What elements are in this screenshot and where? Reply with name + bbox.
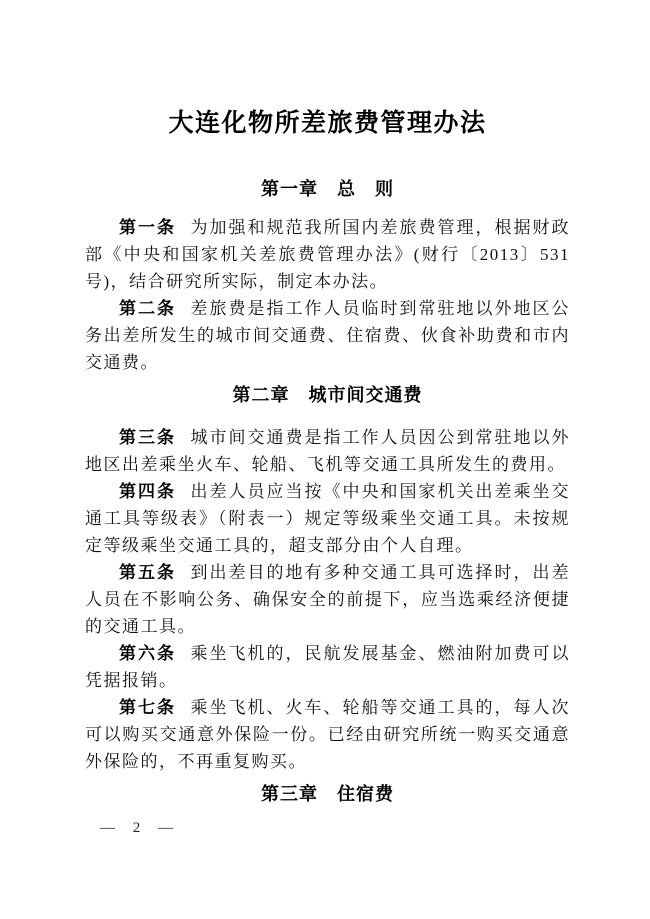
article-3-text: 城市间交通费是指工作人员因公到常驻地以外地区出差乘坐火车、轮船、飞机等交通工具所发生的费用。 bbox=[85, 428, 571, 474]
article-6-text: 乘坐飞机的，民航发展基金、燃油附加费可以凭据报销。 bbox=[85, 644, 571, 690]
article-4-text: 出差人员应当按《中央和国家机关出差乘坐交通工具等级表》（附表一）规定等级乘坐交通工具。未按规定等级乘坐交通工具的，超支部分由个人自理。 bbox=[85, 482, 571, 555]
article-4 bbox=[85, 478, 570, 559]
article-2-text: 差旅费是指工作人员临时到常驻地以外地区公务出差所发生的城市间交通费、住宿费、伙食补助费和市内交通费。 bbox=[85, 299, 571, 372]
article-3-label: 第三条 bbox=[119, 428, 177, 447]
article-2-label: 第二条 bbox=[119, 299, 177, 318]
chapter-heading-1: 第一章 总 则 bbox=[261, 179, 394, 199]
article-1-label: 第一条 bbox=[119, 218, 177, 237]
article-4-label: 第四条 bbox=[119, 482, 177, 501]
document-title: 大连化物所差旅费管理办法 bbox=[168, 110, 487, 137]
chapter-heading-2: 第二章 城市间交通费 bbox=[232, 385, 423, 405]
article-6-label: 第六条 bbox=[119, 644, 177, 663]
article-5-text: 到出差目的地有多种交通工具可选择时，出差人员在不影响公务、确保安全的前提下，应当选乘经济便捷的交通工具。 bbox=[85, 563, 571, 636]
article-1 bbox=[85, 214, 570, 295]
article-7 bbox=[85, 694, 570, 775]
article-2 bbox=[85, 295, 570, 376]
article-7-text: 乘坐飞机、火车、轮船等交通工具的，每人次可以购买交通意外保险一份。已经由研究所统一购买交通意外保险的，不再重复购买。 bbox=[85, 698, 571, 771]
article-5-label: 第五条 bbox=[119, 563, 177, 582]
article-6 bbox=[85, 640, 570, 694]
chapter-heading-3: 第三章 住宿费 bbox=[261, 784, 394, 804]
page-number: — 2 — bbox=[100, 820, 175, 836]
article-3 bbox=[85, 424, 570, 478]
article-5 bbox=[85, 559, 570, 640]
article-1-text: 为加强和规范我所国内差旅费管理，根据财政部《中央和国家机关差旅费管理办法》(财行〔2013〕531 号)，结合研究所实际，制定本办法。 bbox=[85, 218, 571, 291]
article-7-label: 第七条 bbox=[119, 698, 177, 717]
